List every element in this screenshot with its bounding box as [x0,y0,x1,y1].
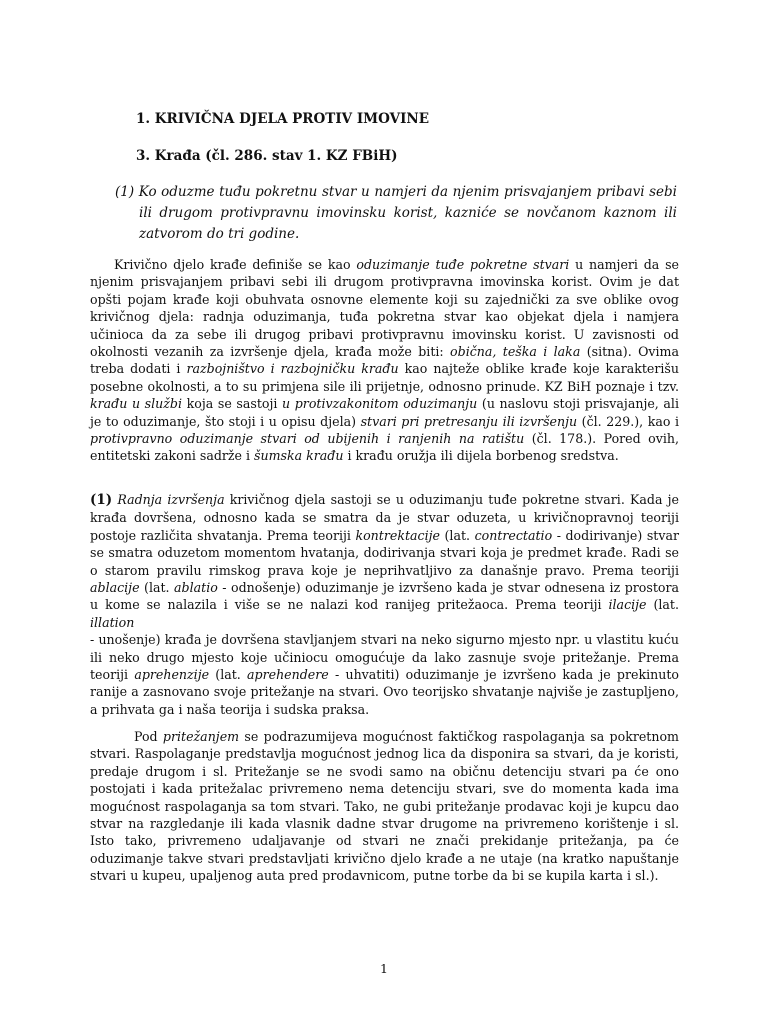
text-run: krivičnog djela sastoji se u oduzimanju tuđe pokretne stvari. Kada je krađa dovršena, odnosno kada se smatra da je stvar oduzeta, u krivičnopravnoj teoriji postoje različita shvatanja. Prema teoriji [90,492,679,543]
text-run: koja se sastoji [182,396,283,412]
italic-run: aprehendere [247,667,329,683]
section-heading: 1. KRIVIČNA DJELA PROTIV IMOVINE [136,111,430,127]
italic-run: razbojništvo i razbojničku krađu [186,361,399,377]
italic-run: obična, teška i laka [450,344,581,360]
text-run: (u naslovu stoji prisvajanje, ali je to oduzimanje, što stoji i u opisu djela) [90,396,679,429]
text-run: (lat. [139,580,175,596]
italic-run: illation [90,614,135,630]
text-run: Pod [134,729,163,744]
text-run: (lat. [646,597,679,613]
text-run: - dodirivanje) stvar se smatra oduzetom momentom hvatanja, dodirivanja stvari koja je predmet krađe. Radi se o starom pravilu rimskog prava koje je neprihvatljivo za današnje pravo. Prema teoriji [90,527,679,578]
text-run: (sitna). Ovima treba dodati i [90,344,679,377]
italic-run: ilacije [608,597,647,613]
paragraph-definition [90,256,679,465]
law-quote-body: Ko oduzme tuđu pokretnu stvar u namjeri da njenim prisvajanjem pribavi sebi ili drugom protivpravnu imovinsku korist, kazniće se novčanom kaznom ili zatvorom do tri godine. [138,184,677,242]
italic-run: contrectatio [474,527,553,543]
text-run: u namjeri da se njenim prisvajanjem pribavi sebi ili drugom protivpravna imovinska korist. Ovim je dat opšti pojam krađe koji obuhvata osnovne elemente koji su zajednički za sve oblike ovog krivičnog djela: radnja oduzimanja, tuđa pokretna stvar kao objekat djela i namjera učinioca da za sebe ili drugog pribavi protivpravnu imovinsku korist. U zavisnosti od okolnosti vezanih za izvršenje djela, krađa može biti: [90,257,679,360]
italic-run: kontrektacije [355,527,440,543]
law-quote-number: (1) [115,184,135,200]
page-number: 1 [380,961,388,976]
paragraph-number: (1) [90,492,113,508]
italic-run: u protivzakonitom oduzimanju [282,396,478,412]
law-quote [115,182,677,245]
italic-run: protivpravno oduzimanje stvari od ubijenih i ranjenih na ratištu [90,431,525,447]
italic-run: ablatio [174,580,218,596]
italic-run: ablacije [90,580,140,596]
text-run: (čl. 229.), kao i [577,413,679,429]
italic-run: aprehenzije [134,667,210,683]
text-run: kao najteže oblike krađe koje karakterišu posebne okolnosti, a to su primjena sile ili prijetnje, odnosno prinude. KZ BiH poznaje i tzv. [90,361,679,394]
italic-run: Radnja izvršenja [117,492,225,507]
text-run: (lat. [439,527,475,543]
paragraph-possession [90,728,679,885]
text-run: i krađu oružja ili dijela borbenog sredstva. [343,448,619,464]
law-quote-text [115,182,677,245]
text-run: (čl. 178.). Pored ovih, entitetski zakoni sadrže i [90,431,680,464]
italic-run: šumska krađu [254,448,344,464]
italic-run: oduzimanje tuđe pokretne stvari [356,257,570,272]
text-run: Krivično djelo krađe definiše se kao [114,257,357,272]
text-run: - odnošenje) oduzimanje je izvršeno kada je stvar odnesena iz prostora u kome se nalazila i više se ne nalazi kod ranijeg pritežaoca. Prema teoriji [90,580,679,613]
text-run: (lat. [209,667,248,683]
italic-run: pritežanjem [162,729,240,744]
subsection-heading: 3. Krađa (čl. 286. stav 1. KZ FBiH) [136,148,398,164]
text-run: se podrazumijeva mogućnost faktičkog raspolaganja sa pokretnom stvari. Raspolaganje predstavlja mogućnost jednog lica da disponira sa stvari, da je koristi, predaje drugom i sl. Pritežanje se ne svodi samo na običnu detenciju stvari pa će ono postojati i kada pritežalac privremeno nema detenciju stvari, sve do momenta kada ima mogućnost raspolaganja sa tom stvari. Tako, ne gubi pritežanje prodavac koji je kupcu dao stvar na razgledanje ili kada vlasnik dadne stvar drugome na privremeno korištenje i sl. Isto tako, privremeno udaljavanje od stvari ne znači prekidanje pritežanja, pa će oduzimanje takve stvari predstavljati krivično djelo krađe a ne utaje (na kratko napuštanje stvari u kupeu, upaljenog auta pred prodavnicom, putne torbe da bi se kupila karta i sl.). [90,729,679,884]
text-run: - unošenje) krađa je dovršena stavljanjem stvari na neko sigurno mjesto npr. u vlastitu kuću ili neko drugo mjesto koje učiniocu omogućuje da lako zasnuje svoje pritežanje. Prema teoriji [90,632,679,683]
italic-run: stvari pri pretresanju ili izvršenju [360,413,578,429]
paragraph-act-of-commission [90,491,679,718]
italic-run: krađu u službi [90,396,182,412]
text-run: - uhvatiti) oduzimanje je izvršeno kada je prekinuto ranije a zasnovano svoje pritežanje na stvari. Ovo teorijsko shvatanje najviše je zastupljeno, a prihvata ga i naša teorija i sudska praksa. [90,667,679,717]
